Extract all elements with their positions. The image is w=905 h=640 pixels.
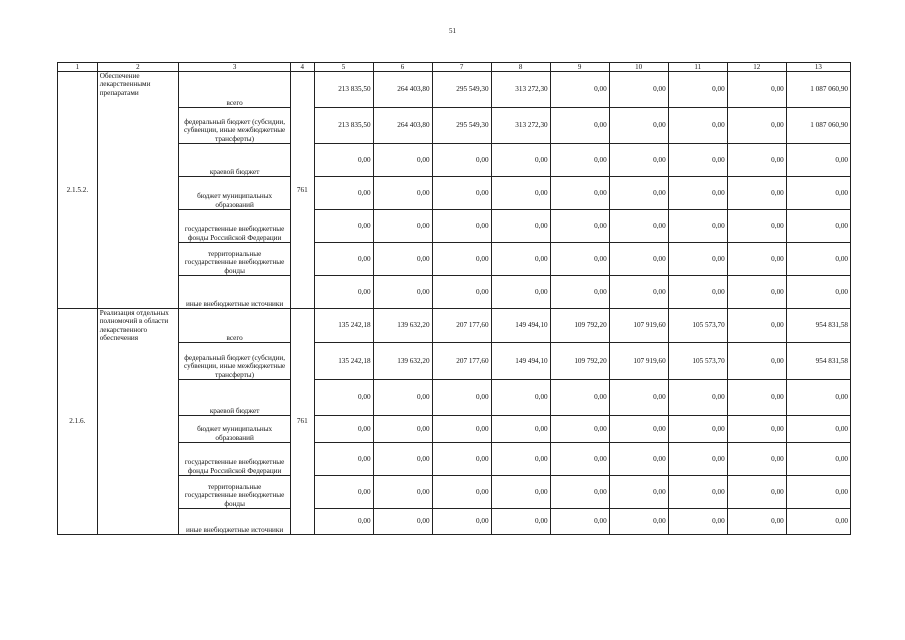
amount-cell: 0,00 <box>727 72 786 108</box>
amount-cell: 0,00 <box>550 509 609 535</box>
amount-cell: 0,00 <box>314 210 373 243</box>
amount-cell: 109 792,20 <box>550 309 609 343</box>
amount-cell: 0,00 <box>668 144 727 177</box>
amount-cell: 207 177,60 <box>432 309 491 343</box>
amount-cell: 0,00 <box>609 177 668 210</box>
amount-cell: 0,00 <box>727 210 786 243</box>
amount-cell: 0,00 <box>550 380 609 416</box>
amount-cell: 0,00 <box>432 416 491 443</box>
amount-cell: 264 403,80 <box>373 72 432 108</box>
amount-cell: 0,00 <box>609 509 668 535</box>
amount-cell: 0,00 <box>432 144 491 177</box>
amount-cell: 0,00 <box>314 380 373 416</box>
amount-cell: 0,00 <box>314 243 373 276</box>
amount-cell: 0,00 <box>550 276 609 309</box>
header-cell: 13 <box>786 63 850 72</box>
amount-cell: 0,00 <box>727 509 786 535</box>
amount-cell: 0,00 <box>314 416 373 443</box>
amount-cell: 0,00 <box>550 177 609 210</box>
amount-cell: 0,00 <box>668 243 727 276</box>
funding-source: бюджет муниципальных образований <box>179 177 291 210</box>
amount-cell: 139 632,20 <box>373 309 432 343</box>
amount-cell: 0,00 <box>432 443 491 476</box>
section-code: 2.1.6. <box>58 309 98 535</box>
section-code: 2.1.5.2. <box>58 72 98 309</box>
amount-cell: 954 831,58 <box>786 343 850 380</box>
amount-cell: 0,00 <box>373 476 432 509</box>
amount-cell: 0,00 <box>609 380 668 416</box>
amount-cell: 0,00 <box>609 144 668 177</box>
amount-cell: 0,00 <box>314 276 373 309</box>
amount-cell: 1 087 060,90 <box>786 72 850 108</box>
amount-cell: 0,00 <box>786 509 850 535</box>
amount-cell: 0,00 <box>727 108 786 144</box>
amount-cell: 0,00 <box>786 243 850 276</box>
amount-cell: 0,00 <box>373 177 432 210</box>
amount-cell: 0,00 <box>668 108 727 144</box>
amount-cell: 954 831,58 <box>786 309 850 343</box>
amount-cell: 0,00 <box>550 416 609 443</box>
amount-cell: 0,00 <box>314 144 373 177</box>
page-number: 51 <box>449 27 456 35</box>
funding-source: государственные внебюджетные фонды Российской Федерации <box>179 443 291 476</box>
header-cell: 2 <box>97 63 178 72</box>
header-cell: 12 <box>727 63 786 72</box>
amount-cell: 109 792,20 <box>550 343 609 380</box>
funding-source: территориальные государственные внебюджетные фонды <box>179 243 291 276</box>
amount-cell: 0,00 <box>727 380 786 416</box>
amount-cell: 0,00 <box>550 108 609 144</box>
amount-cell: 0,00 <box>786 416 850 443</box>
amount-cell: 0,00 <box>668 72 727 108</box>
amount-cell: 207 177,60 <box>432 343 491 380</box>
amount-cell: 0,00 <box>727 309 786 343</box>
funding-source: федеральный бюджет (субсидии, субвенции, иные межбюджетные трансферты) <box>179 108 291 144</box>
funding-source: иные внебюджетные источники <box>179 276 291 309</box>
amount-cell: 0,00 <box>550 243 609 276</box>
amount-cell: 313 272,30 <box>491 72 550 108</box>
amount-cell: 213 835,50 <box>314 72 373 108</box>
amount-cell: 264 403,80 <box>373 108 432 144</box>
amount-cell: 0,00 <box>786 144 850 177</box>
budget-table <box>57 62 851 535</box>
amount-cell: 0,00 <box>432 177 491 210</box>
amount-cell: 0,00 <box>314 443 373 476</box>
amount-cell: 0,00 <box>609 443 668 476</box>
funding-source: иные внебюджетные источники <box>179 509 291 535</box>
amount-cell: 0,00 <box>727 343 786 380</box>
amount-cell: 135 242,18 <box>314 343 373 380</box>
amount-cell: 0,00 <box>668 476 727 509</box>
header-row <box>58 63 851 72</box>
amount-cell: 0,00 <box>609 210 668 243</box>
amount-cell: 0,00 <box>550 476 609 509</box>
amount-cell: 313 272,30 <box>491 108 550 144</box>
amount-cell: 0,00 <box>668 276 727 309</box>
table-body <box>58 63 851 535</box>
header-cell: 1 <box>58 63 98 72</box>
amount-cell: 0,00 <box>373 144 432 177</box>
amount-cell: 1 087 060,90 <box>786 108 850 144</box>
amount-cell: 0,00 <box>727 443 786 476</box>
amount-cell: 107 919,60 <box>609 343 668 380</box>
amount-cell: 0,00 <box>786 443 850 476</box>
amount-cell: 0,00 <box>727 144 786 177</box>
amount-cell: 0,00 <box>373 509 432 535</box>
amount-cell: 0,00 <box>786 177 850 210</box>
amount-cell: 295 549,30 <box>432 72 491 108</box>
amount-cell: 0,00 <box>491 380 550 416</box>
amount-cell: 0,00 <box>432 243 491 276</box>
amount-cell: 0,00 <box>786 276 850 309</box>
funding-source: краевой бюджет <box>179 144 291 177</box>
amount-cell: 0,00 <box>786 380 850 416</box>
amount-cell: 0,00 <box>491 416 550 443</box>
amount-cell: 0,00 <box>727 177 786 210</box>
amount-cell: 213 835,50 <box>314 108 373 144</box>
amount-cell: 0,00 <box>491 276 550 309</box>
amount-cell: 0,00 <box>491 144 550 177</box>
amount-cell: 107 919,60 <box>609 309 668 343</box>
header-cell: 11 <box>668 63 727 72</box>
amount-cell: 0,00 <box>373 276 432 309</box>
amount-cell: 0,00 <box>727 243 786 276</box>
amount-cell: 0,00 <box>727 276 786 309</box>
header-cell: 8 <box>491 63 550 72</box>
header-cell: 3 <box>179 63 291 72</box>
amount-cell: 0,00 <box>314 476 373 509</box>
amount-cell: 149 494,10 <box>491 343 550 380</box>
amount-cell: 0,00 <box>609 276 668 309</box>
amount-cell: 0,00 <box>668 210 727 243</box>
amount-cell: 0,00 <box>491 177 550 210</box>
amount-cell: 0,00 <box>668 416 727 443</box>
amount-cell: 0,00 <box>609 476 668 509</box>
amount-cell: 0,00 <box>550 72 609 108</box>
funding-source: краевой бюджет <box>179 380 291 416</box>
amount-cell: 0,00 <box>491 210 550 243</box>
header-cell: 4 <box>291 63 314 72</box>
amount-cell: 105 573,70 <box>668 343 727 380</box>
amount-cell: 0,00 <box>668 380 727 416</box>
amount-cell: 135 242,18 <box>314 309 373 343</box>
funding-source: федеральный бюджет (субсидии, субвенции, иные межбюджетные трансферты) <box>179 343 291 380</box>
amount-cell: 0,00 <box>609 243 668 276</box>
amount-cell: 0,00 <box>786 210 850 243</box>
amount-cell: 0,00 <box>609 108 668 144</box>
section-name: Обеспечение лекарственными препаратами <box>97 72 178 309</box>
amount-cell: 0,00 <box>373 210 432 243</box>
amount-cell: 0,00 <box>491 443 550 476</box>
amount-cell: 0,00 <box>314 177 373 210</box>
amount-cell: 0,00 <box>373 380 432 416</box>
amount-cell: 0,00 <box>550 443 609 476</box>
amount-cell: 105 573,70 <box>668 309 727 343</box>
amount-cell: 0,00 <box>550 210 609 243</box>
amount-cell: 0,00 <box>491 509 550 535</box>
amount-cell: 0,00 <box>432 509 491 535</box>
amount-cell: 139 632,20 <box>373 343 432 380</box>
amount-cell: 0,00 <box>727 416 786 443</box>
amount-cell: 0,00 <box>668 177 727 210</box>
amount-cell: 295 549,30 <box>432 108 491 144</box>
funding-source: всего <box>179 72 291 108</box>
table-row <box>58 309 851 343</box>
funding-source: государственные внебюджетные фонды Российской Федерации <box>179 210 291 243</box>
amount-cell: 0,00 <box>432 210 491 243</box>
header-cell: 6 <box>373 63 432 72</box>
amount-cell: 149 494,10 <box>491 309 550 343</box>
amount-cell: 0,00 <box>373 243 432 276</box>
header-cell: 5 <box>314 63 373 72</box>
section-col4-code: 761 <box>291 309 314 535</box>
amount-cell: 0,00 <box>727 476 786 509</box>
amount-cell: 0,00 <box>432 476 491 509</box>
amount-cell: 0,00 <box>491 476 550 509</box>
amount-cell: 0,00 <box>668 509 727 535</box>
amount-cell: 0,00 <box>668 443 727 476</box>
table-row <box>58 72 851 108</box>
amount-cell: 0,00 <box>550 144 609 177</box>
funding-source: территориальные государственные внебюджетные фонды <box>179 476 291 509</box>
amount-cell: 0,00 <box>432 380 491 416</box>
section-col4-code: 761 <box>291 72 314 309</box>
header-cell: 10 <box>609 63 668 72</box>
header-cell: 7 <box>432 63 491 72</box>
amount-cell: 0,00 <box>373 443 432 476</box>
amount-cell: 0,00 <box>373 416 432 443</box>
funding-source: бюджет муниципальных образований <box>179 416 291 443</box>
amount-cell: 0,00 <box>786 476 850 509</box>
amount-cell: 0,00 <box>314 509 373 535</box>
section-name: Реализация отдельных полномочий в области лекарственного обеспечения <box>97 309 178 535</box>
amount-cell: 0,00 <box>491 243 550 276</box>
header-cell: 9 <box>550 63 609 72</box>
amount-cell: 0,00 <box>609 416 668 443</box>
funding-source: всего <box>179 309 291 343</box>
amount-cell: 0,00 <box>609 72 668 108</box>
amount-cell: 0,00 <box>432 276 491 309</box>
